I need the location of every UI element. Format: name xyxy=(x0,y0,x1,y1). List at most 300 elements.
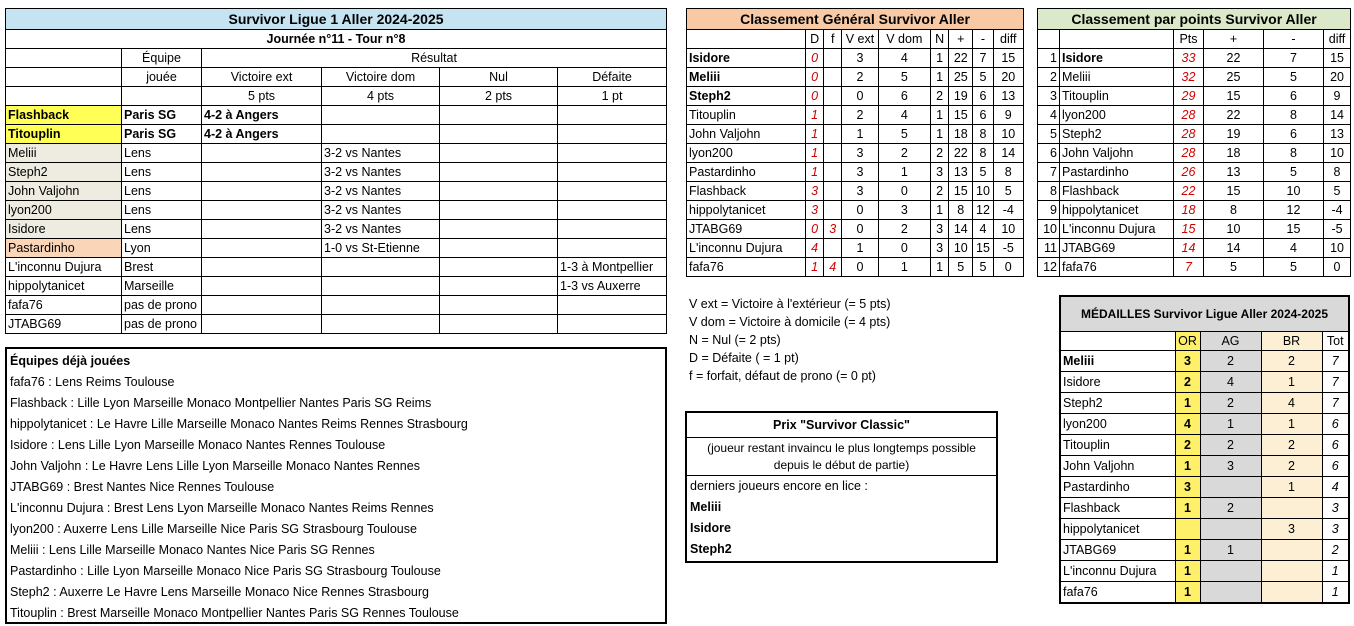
draws: 1 xyxy=(931,106,949,125)
result-draw xyxy=(440,296,558,315)
forfeits xyxy=(824,201,842,220)
player-name: hippolytanicet xyxy=(687,201,806,220)
general-row xyxy=(687,106,1024,125)
home-wins: 0 xyxy=(878,239,930,258)
result-loss xyxy=(558,182,667,201)
head-cell: Victoire ext xyxy=(202,68,322,87)
points: 18 xyxy=(1174,201,1204,220)
gold-count: 1 xyxy=(1175,498,1200,519)
points-row xyxy=(1038,68,1351,87)
points: 14 xyxy=(1174,239,1204,258)
prix-player: Steph2 xyxy=(690,542,732,556)
team-played: Lens xyxy=(122,182,202,201)
column-header: diff xyxy=(993,30,1023,49)
goals-for: 18 xyxy=(1204,144,1264,163)
silver-count xyxy=(1200,582,1261,604)
result-home-win: 3-2 vs Nantes xyxy=(322,201,440,220)
player-name: Steph2 xyxy=(6,163,122,182)
result-row xyxy=(6,220,667,239)
result-draw xyxy=(440,315,558,334)
played-teams-line: Titouplin : Brest Marseille Monaco Montpellier Nantes Paris SG Rennes Toulouse xyxy=(10,606,459,620)
points-row xyxy=(1038,258,1351,277)
general-row xyxy=(687,220,1024,239)
points: 32 xyxy=(1174,68,1204,87)
player-name: Pastardinho xyxy=(687,163,806,182)
goals-for: 10 xyxy=(1204,220,1264,239)
player-name: lyon200 xyxy=(1060,414,1175,435)
head-cell: Victoire dom xyxy=(322,68,440,87)
column-header: Pts xyxy=(1174,30,1204,49)
result-away-win xyxy=(202,201,322,220)
away-wins: 3 xyxy=(842,49,878,68)
goals-against: 5 xyxy=(973,258,993,277)
goal-diff: -5 xyxy=(993,239,1023,258)
forfeits: 3 xyxy=(824,220,842,239)
result-row xyxy=(6,315,667,334)
player-name: Pastardinho xyxy=(1060,477,1175,498)
home-wins: 0 xyxy=(878,182,930,201)
defeats: 4 xyxy=(806,239,824,258)
result-away-win xyxy=(202,163,322,182)
column-header: - xyxy=(973,30,993,49)
player-name: L'inconnu Dujura xyxy=(1060,220,1174,239)
general-row xyxy=(687,144,1024,163)
goal-diff: 0 xyxy=(1324,258,1351,277)
goals-against: 7 xyxy=(973,49,993,68)
result-away-win xyxy=(202,182,322,201)
result-home-win: 3-2 vs Nantes xyxy=(322,220,440,239)
column-header: + xyxy=(949,30,973,49)
legend-line: N = Nul (= 2 pts) xyxy=(689,333,781,347)
column-header: N xyxy=(931,30,949,49)
player-name: Steph2 xyxy=(687,87,806,106)
player-name: Flashback xyxy=(1060,182,1174,201)
player-name: hippolytanicet xyxy=(1060,519,1175,540)
bronze-count xyxy=(1261,498,1322,519)
goals-for: 25 xyxy=(949,68,973,87)
column-header: D xyxy=(806,30,824,49)
goals-against: 6 xyxy=(973,87,993,106)
bronze-count xyxy=(1261,540,1322,561)
goals-for: 15 xyxy=(1204,87,1264,106)
player-name: Meliii xyxy=(1060,68,1174,87)
goals-for: 19 xyxy=(949,87,973,106)
played-teams-line: fafa76 : Lens Reims Toulouse xyxy=(10,375,175,389)
forfeits xyxy=(824,49,842,68)
player-name: L'inconnu Dujura xyxy=(6,258,122,277)
forfeits xyxy=(824,68,842,87)
goal-diff: 13 xyxy=(1324,125,1351,144)
legend-line: V ext = Victoire à l'extérieur (= 5 pts) xyxy=(689,297,891,311)
result-draw xyxy=(440,163,558,182)
rank: 8 xyxy=(1038,182,1060,201)
goal-diff: 20 xyxy=(1324,68,1351,87)
player-name: fafa76 xyxy=(6,296,122,315)
defeats: 3 xyxy=(806,201,824,220)
silver-count: 4 xyxy=(1200,372,1261,393)
total-count: 6 xyxy=(1322,435,1349,456)
away-wins: 1 xyxy=(842,125,878,144)
rank: 2 xyxy=(1038,68,1060,87)
defeats: 3 xyxy=(806,182,824,201)
gold-count: 2 xyxy=(1175,372,1200,393)
home-wins: 2 xyxy=(878,220,930,239)
player-name: L'inconnu Dujura xyxy=(1060,561,1175,582)
medal-row xyxy=(1060,372,1349,393)
points-row xyxy=(1038,49,1351,68)
silver-count: 1 xyxy=(1200,540,1261,561)
defeats: 1 xyxy=(806,258,824,277)
goals-for: 10 xyxy=(949,239,973,258)
player-name: Titouplin xyxy=(1060,87,1174,106)
played-teams-line: Pastardinho : Lille Lyon Marseille Monaco Nice Paris SG Strasbourg Toulouse xyxy=(10,564,441,578)
player-name: John Valjohn xyxy=(1060,144,1174,163)
goal-diff: 8 xyxy=(1324,163,1351,182)
goals-for: 15 xyxy=(1204,182,1264,201)
forfeits xyxy=(824,182,842,201)
head-cell: Résultat xyxy=(202,49,667,68)
medal-row xyxy=(1060,582,1349,604)
goals-for: 15 xyxy=(949,106,973,125)
rank: 9 xyxy=(1038,201,1060,220)
head-cell xyxy=(122,87,202,106)
player-name: Pastardinho xyxy=(1060,163,1174,182)
total-count: 6 xyxy=(1322,456,1349,477)
player-name: Pastardinho xyxy=(6,239,122,258)
team-played: Brest xyxy=(122,258,202,277)
result-loss xyxy=(558,163,667,182)
player-name: John Valjohn xyxy=(687,125,806,144)
result-loss xyxy=(558,201,667,220)
head-cell xyxy=(6,68,122,87)
result-row xyxy=(6,201,667,220)
goals-against: 8 xyxy=(973,125,993,144)
bronze-count: 1 xyxy=(1261,372,1322,393)
goal-diff: 5 xyxy=(1324,182,1351,201)
goals-against: 15 xyxy=(1264,220,1324,239)
result-home-win: 3-2 vs Nantes xyxy=(322,163,440,182)
result-row xyxy=(6,239,667,258)
defeats: 0 xyxy=(806,68,824,87)
rank: 6 xyxy=(1038,144,1060,163)
points-row xyxy=(1038,239,1351,258)
goals-against: 5 xyxy=(1264,163,1324,182)
result-loss xyxy=(558,296,667,315)
silver-count xyxy=(1200,519,1261,540)
result-row xyxy=(6,296,667,315)
result-draw xyxy=(440,125,558,144)
bronze-count: 1 xyxy=(1261,477,1322,498)
draws: 1 xyxy=(931,49,949,68)
goals-against: 4 xyxy=(1264,239,1324,258)
goals-against: 6 xyxy=(1264,87,1324,106)
goal-diff: -5 xyxy=(1324,220,1351,239)
played-teams-line: hippolytanicet : Le Havre Lille Marseille Monaco Nantes Reims Rennes Strasbourg xyxy=(10,417,468,431)
head-cell: 2 pts xyxy=(440,87,558,106)
player-name: Flashback xyxy=(687,182,806,201)
result-row xyxy=(6,163,667,182)
draws: 2 xyxy=(931,182,949,201)
head-cell: 1 pt xyxy=(558,87,667,106)
result-draw xyxy=(440,106,558,125)
result-home-win: 3-2 vs Nantes xyxy=(322,182,440,201)
medal-row xyxy=(1060,351,1349,372)
total-count: 1 xyxy=(1322,582,1349,604)
away-wins: 3 xyxy=(842,163,878,182)
forfeits xyxy=(824,239,842,258)
played-teams-line: L'inconnu Dujura : Brest Lens Lyon Marseille Monaco Nantes Reims Rennes xyxy=(10,501,434,515)
goals-against: 10 xyxy=(973,182,993,201)
defeats: 1 xyxy=(806,144,824,163)
prix-intro: derniers joueurs encore en lice : xyxy=(690,479,868,493)
result-loss: 1-3 vs Auxerre xyxy=(558,277,667,296)
goals-for: 13 xyxy=(1204,163,1264,182)
points-row xyxy=(1038,201,1351,220)
away-wins: 3 xyxy=(842,144,878,163)
player-name: Isidore xyxy=(687,49,806,68)
result-away-win: 4-2 à Angers xyxy=(202,106,322,125)
prix-player: Isidore xyxy=(690,521,731,535)
player-name: John Valjohn xyxy=(6,182,122,201)
home-wins: 5 xyxy=(878,125,930,144)
result-away-win xyxy=(202,239,322,258)
column-header: f xyxy=(824,30,842,49)
team-played: Lens xyxy=(122,163,202,182)
gold-count: 1 xyxy=(1175,393,1200,414)
goals-for: 5 xyxy=(1204,258,1264,277)
points-row xyxy=(1038,144,1351,163)
results-title: Survivor Ligue 1 Aller 2024-2025 xyxy=(6,9,667,30)
goal-diff: 20 xyxy=(993,68,1023,87)
points-row xyxy=(1038,106,1351,125)
column-header: Tot xyxy=(1322,332,1349,351)
medal-row xyxy=(1060,456,1349,477)
draws: 1 xyxy=(931,125,949,144)
played-teams-line: Flashback : Lille Lyon Marseille Monaco Montpellier Nantes Paris SG Reims xyxy=(10,396,432,410)
points: 33 xyxy=(1174,49,1204,68)
points: 26 xyxy=(1174,163,1204,182)
draws: 3 xyxy=(931,239,949,258)
points: 28 xyxy=(1174,144,1204,163)
player-name: JTABG69 xyxy=(1060,239,1174,258)
goals-against: 12 xyxy=(973,201,993,220)
head-cell xyxy=(6,49,122,68)
column-header xyxy=(1038,30,1060,49)
gold-count: 1 xyxy=(1175,582,1200,604)
player-name: Flashback xyxy=(1060,498,1175,519)
goals-for: 22 xyxy=(949,144,973,163)
gold-count: 3 xyxy=(1175,351,1200,372)
column-header: - xyxy=(1264,30,1324,49)
points-row xyxy=(1038,87,1351,106)
draws: 1 xyxy=(931,201,949,220)
played-teams-title: Équipes déjà jouées xyxy=(10,354,131,368)
goal-diff: 8 xyxy=(993,163,1023,182)
goal-diff: 9 xyxy=(1324,87,1351,106)
points-ranking-table xyxy=(1037,8,1351,277)
total-count: 7 xyxy=(1322,393,1349,414)
medal-row xyxy=(1060,393,1349,414)
home-wins: 4 xyxy=(878,106,930,125)
points: 28 xyxy=(1174,125,1204,144)
points: 15 xyxy=(1174,220,1204,239)
player-name: JTABG69 xyxy=(1060,540,1175,561)
column-header xyxy=(687,30,806,49)
points: 22 xyxy=(1174,182,1204,201)
general-row xyxy=(687,201,1024,220)
defeats: 1 xyxy=(806,163,824,182)
player-name: Isidore xyxy=(1060,49,1174,68)
result-draw xyxy=(440,144,558,163)
result-row xyxy=(6,258,667,277)
player-name: JTABG69 xyxy=(687,220,806,239)
prix-title: Prix "Survivor Classic" xyxy=(773,418,910,432)
total-count: 3 xyxy=(1322,498,1349,519)
goals-against: 5 xyxy=(973,163,993,182)
player-name: Titouplin xyxy=(6,125,122,144)
legend xyxy=(689,295,891,385)
player-name: Meliii xyxy=(1060,351,1175,372)
bronze-count xyxy=(1261,561,1322,582)
result-loss xyxy=(558,315,667,334)
general-row xyxy=(687,239,1024,258)
result-home-win xyxy=(322,296,440,315)
result-loss xyxy=(558,106,667,125)
away-wins: 0 xyxy=(842,258,878,277)
result-away-win: 4-2 à Angers xyxy=(202,125,322,144)
general-row xyxy=(687,49,1024,68)
home-wins: 1 xyxy=(878,163,930,182)
player-name: John Valjohn xyxy=(1060,456,1175,477)
silver-count xyxy=(1200,561,1261,582)
result-home-win xyxy=(322,315,440,334)
played-teams-line: Meliii : Lens Lille Marseille Monaco Nantes Nice Paris SG Rennes xyxy=(10,543,375,557)
player-name: Meliii xyxy=(6,144,122,163)
medal-row xyxy=(1060,414,1349,435)
result-away-win xyxy=(202,144,322,163)
bronze-count: 1 xyxy=(1261,414,1322,435)
home-wins: 6 xyxy=(878,87,930,106)
result-home-win: 1-0 vs St-Etienne xyxy=(322,239,440,258)
result-away-win xyxy=(202,315,322,334)
goal-diff: 9 xyxy=(993,106,1023,125)
prix-box xyxy=(685,411,998,563)
defeats: 1 xyxy=(806,106,824,125)
goals-for: 8 xyxy=(949,201,973,220)
head-cell: jouée xyxy=(122,68,202,87)
result-draw xyxy=(440,182,558,201)
column-header: BR xyxy=(1261,332,1322,351)
goals-for: 15 xyxy=(949,182,973,201)
team-played: Lens xyxy=(122,220,202,239)
player-name: lyon200 xyxy=(6,201,122,220)
bronze-count xyxy=(1261,582,1322,604)
column-header: diff xyxy=(1324,30,1351,49)
goals-for: 22 xyxy=(1204,106,1264,125)
forfeits xyxy=(824,106,842,125)
result-away-win xyxy=(202,220,322,239)
column-header: AG xyxy=(1200,332,1261,351)
player-name: JTABG69 xyxy=(6,315,122,334)
column-header: OR xyxy=(1175,332,1200,351)
defeats: 0 xyxy=(806,49,824,68)
silver-count: 1 xyxy=(1200,414,1261,435)
goals-for: 14 xyxy=(1204,239,1264,258)
head-cell: Défaite xyxy=(558,68,667,87)
played-teams-line: Steph2 : Auxerre Le Havre Lens Marseille Monaco Nice Rennes Strasbourg xyxy=(10,585,429,599)
goal-diff: 10 xyxy=(993,125,1023,144)
player-name: Meliii xyxy=(687,68,806,87)
column-header xyxy=(1060,332,1175,351)
total-count: 2 xyxy=(1322,540,1349,561)
silver-count: 2 xyxy=(1200,498,1261,519)
goal-diff: -4 xyxy=(993,201,1023,220)
rank: 7 xyxy=(1038,163,1060,182)
medal-row xyxy=(1060,435,1349,456)
silver-count xyxy=(1200,477,1261,498)
prix-description xyxy=(687,438,996,475)
result-row xyxy=(6,106,667,125)
general-row xyxy=(687,258,1024,277)
legend-line: D = Défaite ( = 1 pt) xyxy=(689,351,799,365)
silver-count: 3 xyxy=(1200,456,1261,477)
home-wins: 3 xyxy=(878,201,930,220)
goals-against: 4 xyxy=(973,220,993,239)
player-name: L'inconnu Dujura xyxy=(687,239,806,258)
result-draw xyxy=(440,277,558,296)
result-home-win xyxy=(322,106,440,125)
silver-count: 2 xyxy=(1200,351,1261,372)
head-cell xyxy=(6,87,122,106)
away-wins: 0 xyxy=(842,87,878,106)
bronze-count: 2 xyxy=(1261,456,1322,477)
result-loss xyxy=(558,144,667,163)
medal-row xyxy=(1060,561,1349,582)
player-name: fafa76 xyxy=(1060,258,1174,277)
general-row xyxy=(687,163,1024,182)
medal-row xyxy=(1060,498,1349,519)
rank: 10 xyxy=(1038,220,1060,239)
goal-diff: 13 xyxy=(993,87,1023,106)
draws: 3 xyxy=(931,163,949,182)
forfeits xyxy=(824,87,842,106)
head-cell: Équipe xyxy=(122,49,202,68)
points-row xyxy=(1038,163,1351,182)
player-name: Steph2 xyxy=(1060,393,1175,414)
head-cell: Nul xyxy=(440,68,558,87)
result-row xyxy=(6,277,667,296)
player-name: Titouplin xyxy=(687,106,806,125)
results-subtitle: Journée n°11 - Tour n°8 xyxy=(6,30,667,49)
goal-diff: 10 xyxy=(1324,144,1351,163)
defeats: 0 xyxy=(806,220,824,239)
away-wins: 1 xyxy=(842,239,878,258)
result-row xyxy=(6,144,667,163)
team-played: pas de prono xyxy=(122,296,202,315)
medals-table xyxy=(1059,295,1350,604)
rank: 1 xyxy=(1038,49,1060,68)
silver-count: 2 xyxy=(1200,393,1261,414)
goal-diff: -4 xyxy=(1324,201,1351,220)
goal-diff: 14 xyxy=(1324,106,1351,125)
player-name: lyon200 xyxy=(1060,106,1174,125)
gold-count xyxy=(1175,519,1200,540)
goals-against: 8 xyxy=(1264,106,1324,125)
player-name: Isidore xyxy=(1060,372,1175,393)
goals-for: 5 xyxy=(949,258,973,277)
column-header: V dom xyxy=(878,30,930,49)
goals-for: 14 xyxy=(949,220,973,239)
